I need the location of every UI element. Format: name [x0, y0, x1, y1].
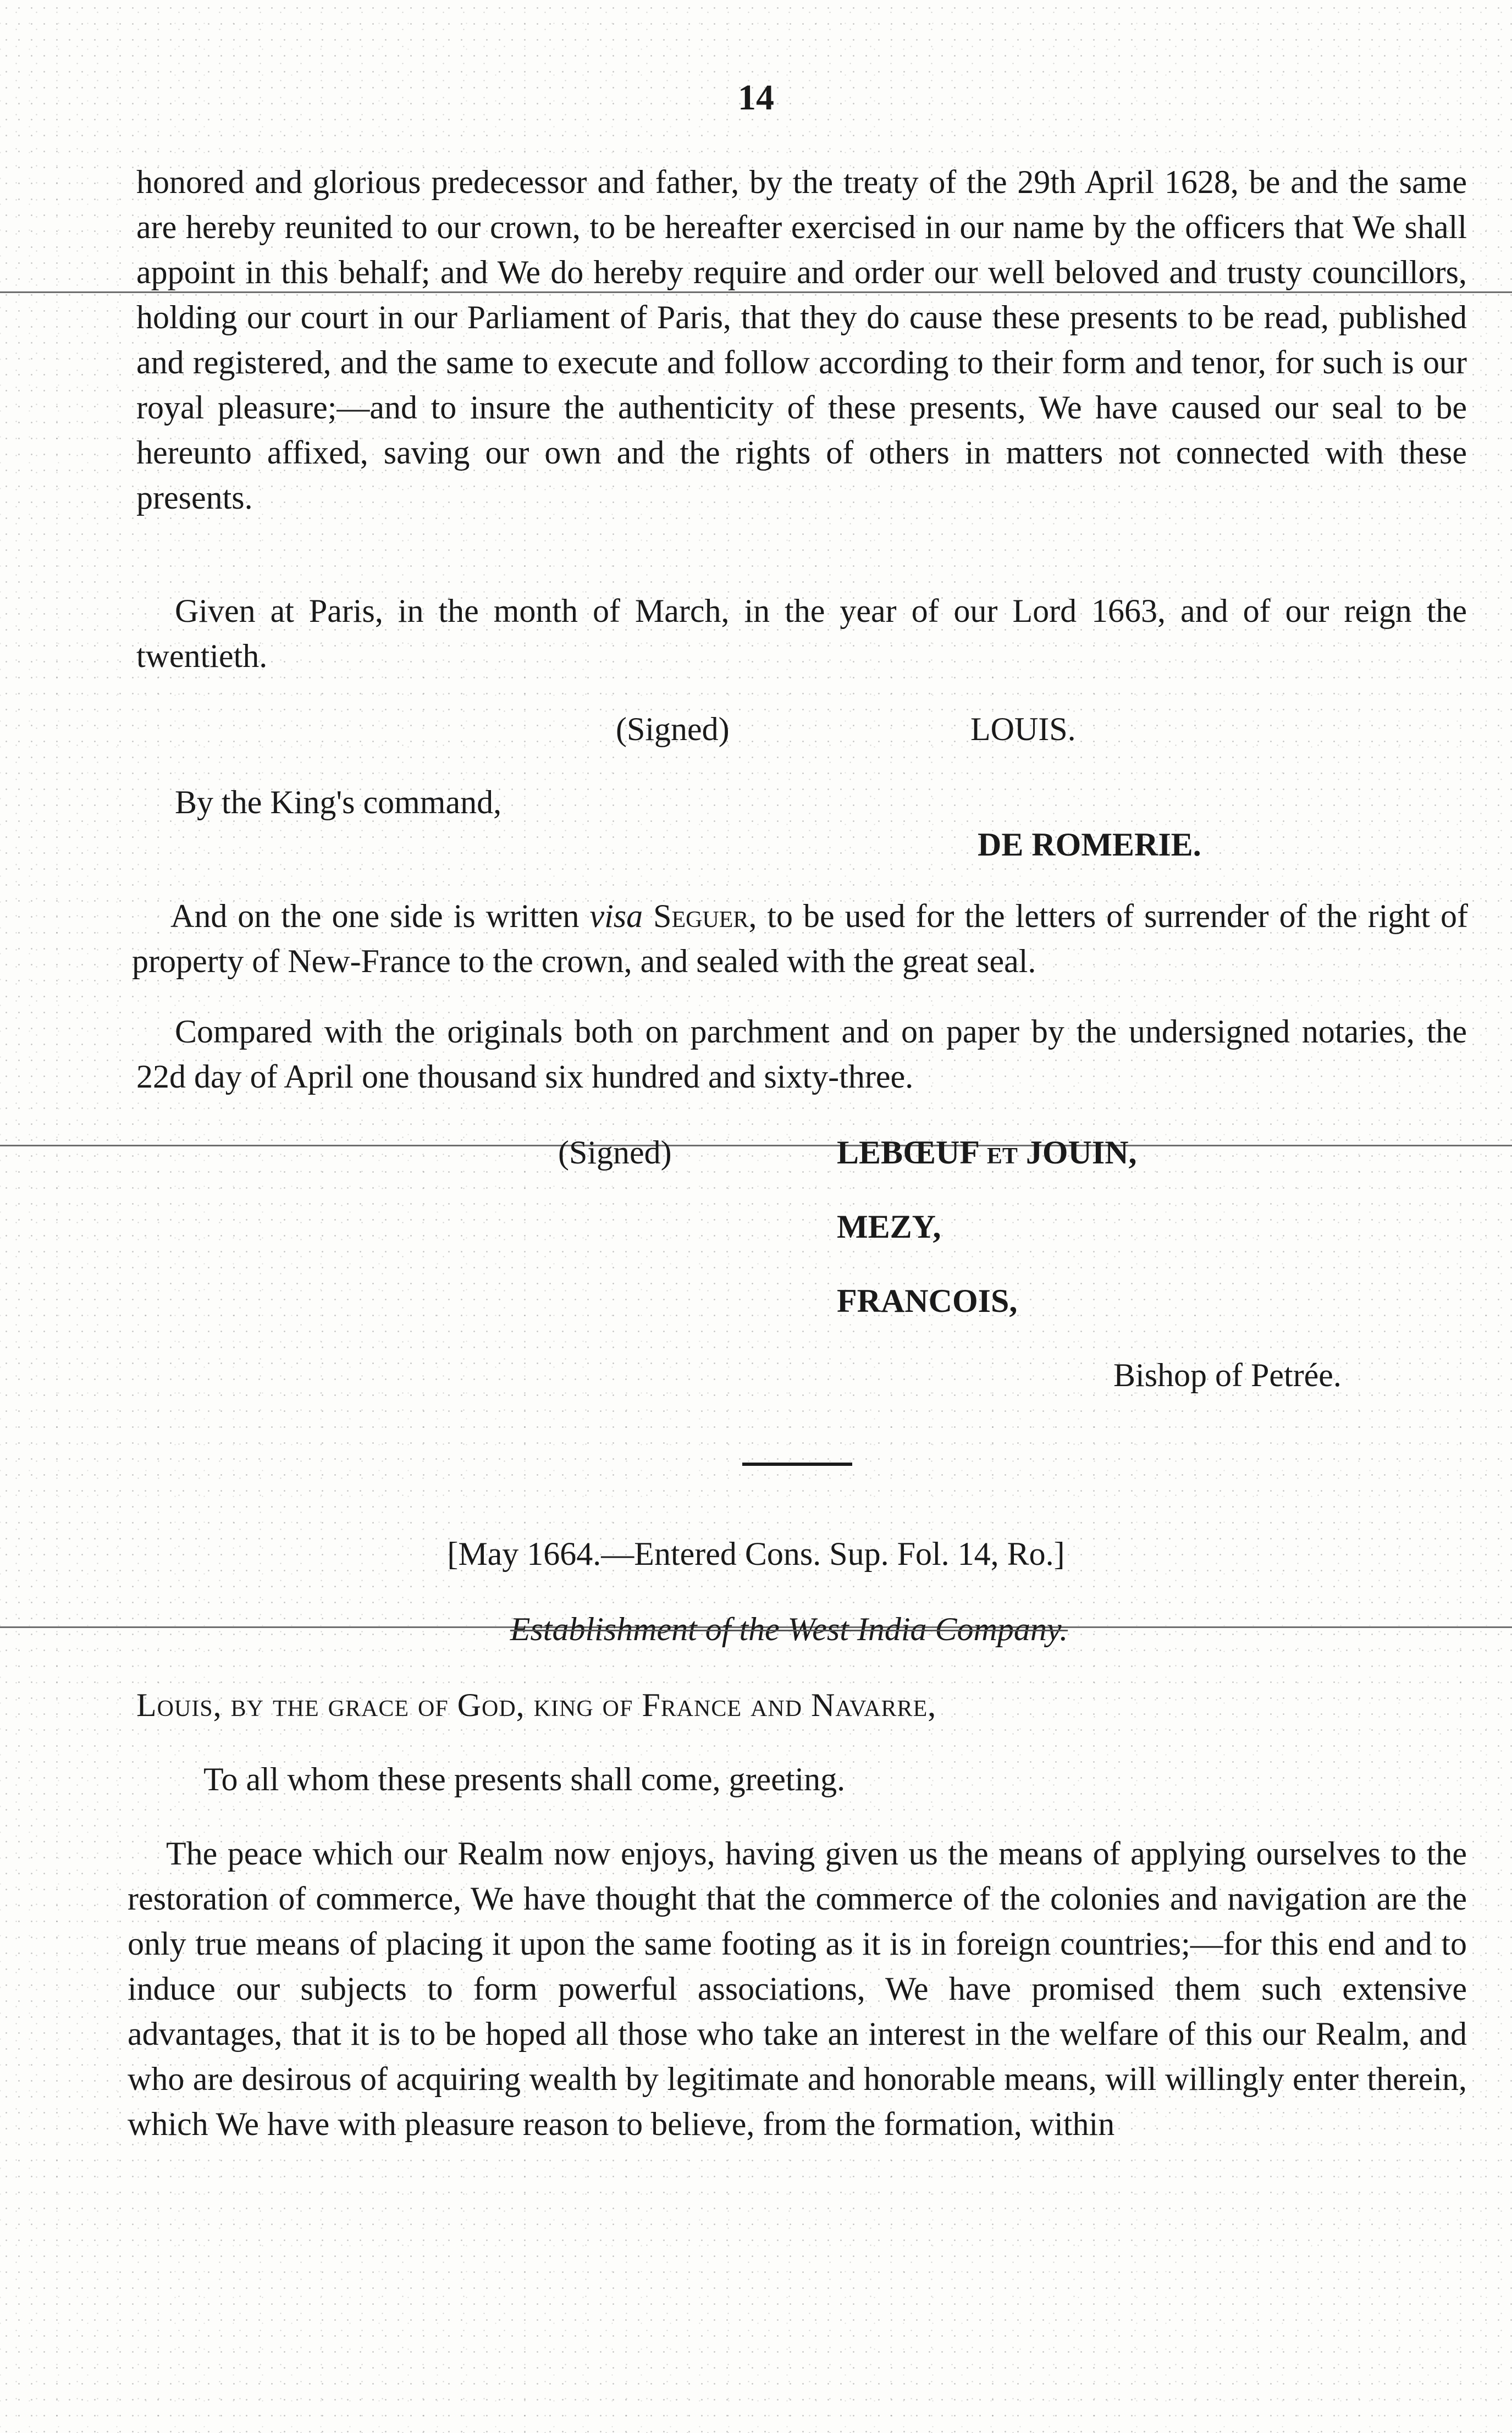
signature-de-romerie: DE ROMERIE.: [978, 826, 1201, 863]
signature-leboeuf: LEBŒUF: [837, 1134, 987, 1171]
greeting-line: To all whom these presents shall come, greeting.: [203, 1761, 846, 1797]
seguer-name: Seguer,: [643, 898, 757, 934]
paragraph-visa-seguer: [132, 893, 1468, 984]
signature-et: et: [986, 1134, 1018, 1171]
signature-mezy: MEZY,: [837, 1209, 941, 1245]
section-title-text: Establishment of the West India Company.: [510, 1611, 1068, 1647]
signed-label-notaries: (Signed): [558, 1134, 672, 1171]
paragraph-visa-seguer-end: to be used for the letters of surrender of the right of property of New-France to the crown, and sealed with the great seal.: [132, 898, 1468, 979]
kings-command-line: By the King's command,: [175, 784, 502, 820]
signature-jouin: JOUIN,: [1017, 1134, 1137, 1171]
section-title: [33, 1607, 1512, 1652]
signed-label: (Signed): [616, 711, 730, 747]
section-divider: [742, 1463, 852, 1466]
signature-leboeuf-jouin: [837, 1130, 1137, 1175]
page-number: 14: [738, 78, 774, 118]
paragraph-compared-originals: Compared with the originals both on parchment and on paper by the undersigned notaries, the 22d day of April one thousand six hundred and sixty-three.: [136, 1013, 1467, 1095]
king-salutation: Louis, by the grace of God, king of France and Navarre,: [136, 1687, 937, 1723]
visa-word: visa: [589, 898, 643, 934]
paragraph-west-india-company: The peace which our Realm now enjoys, having given us the means of applying ourselves to the restoration of commerce, We have thought that the commerce of the colonies and navigation are the only true means of placing it upon the same footing as it is in foreign countries;—for this end and to induce our subjects to form powerful associations, We have promised them such extensive advantages, that it is to be hoped all those who take an interest in the welfare of this our Realm, and who are desirous of acquiring wealth by legitimate and honorable means, will willingly enter therein, which We have with pleasure reason to believe, from the formation, within: [128, 1835, 1467, 2142]
entry-reference: [May 1664.—Entered Cons. Sup. Fol. 14, Ro.]: [447, 1536, 1065, 1572]
paragraph-royal-decree-end: honored and glorious predecessor and father, by the treaty of the 29th April 1628, be and the same are hereby reunited to our crown, to be hereafter exercised in our name by the officers that We shall appoint in this behalf; and We do hereby require and order our well beloved and trusty councillors, holding our court in our Parliament of Paris, that they do cause these presents to be read, published and registered, and the same to execute and follow according to their form and tenor, for such is our royal pleasure;—and to insure the authenticity of these presents, We have caused our seal to be hereunto affixed, saving our own and the rights of others in matters not connected with these presents.: [136, 164, 1467, 516]
paragraph-given-at-paris: Given at Paris, in the month of March, in the year of our Lord 1663, and of our reign the twentieth.: [136, 593, 1467, 674]
scan-artifact-line: [0, 1145, 1512, 1146]
bishop-title: Bishop of Petrée.: [1113, 1357, 1342, 1393]
signature-francois: FRANCOIS,: [837, 1283, 1018, 1319]
paragraph-visa-seguer-start: And on the one side is written: [170, 898, 590, 934]
signature-louis: LOUIS.: [970, 711, 1076, 747]
